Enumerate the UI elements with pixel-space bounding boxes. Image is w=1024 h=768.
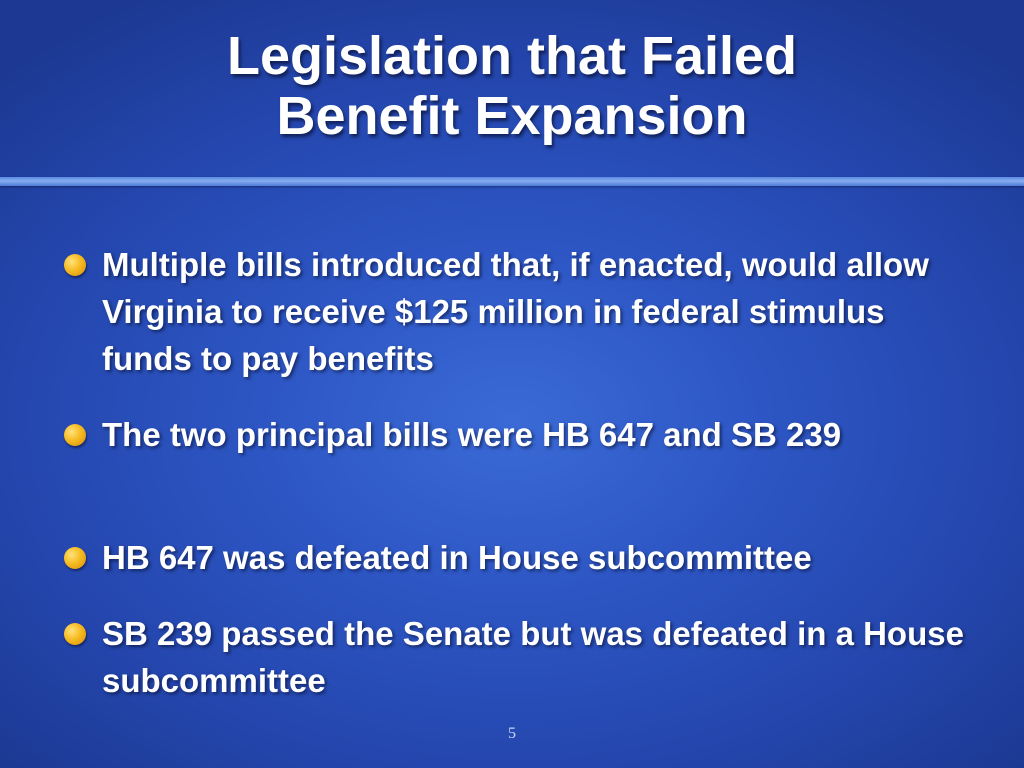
bullet-text: SB 239 passed the Senate but was defeated in a House subcommittee xyxy=(102,615,964,699)
bullet-dot-icon xyxy=(64,424,86,446)
bullet-text: HB 647 was defeated in House subcommittee xyxy=(102,539,812,576)
slide-number: 5 xyxy=(508,725,516,742)
slide-title-line-2: Benefit Expansion xyxy=(276,86,748,146)
slide-title-line-1: Legislation that Failed xyxy=(226,26,798,86)
bullet-dot-icon xyxy=(64,547,86,569)
bullet-text: The two principal bills were HB 647 and SB 239 xyxy=(102,416,842,453)
bullet-dot-icon xyxy=(64,623,86,645)
bullet-dot-icon xyxy=(64,254,86,276)
bullet-item xyxy=(64,241,964,382)
bullet-text: Multiple bills introduced that, if enacted, would allow Virginia to receive $125 million in federal stimulus funds to pay benefits xyxy=(102,246,929,377)
bullet-item xyxy=(64,411,964,458)
bullet-item xyxy=(64,534,964,581)
bullet-item xyxy=(64,610,964,704)
